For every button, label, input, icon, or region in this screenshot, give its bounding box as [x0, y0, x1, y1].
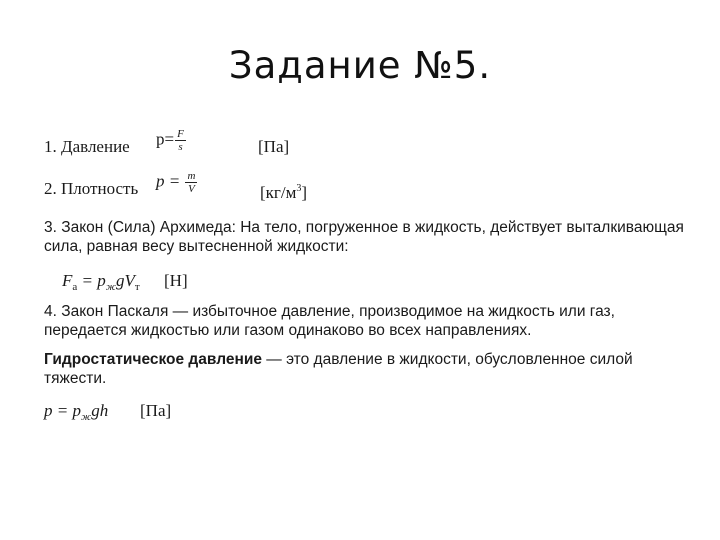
density-unit	[260, 178, 307, 203]
pressure-formula	[156, 128, 186, 153]
archimedes-formula-row	[44, 270, 684, 298]
formula-V-sub: т	[134, 281, 140, 293]
hydrostatic-term: Гидростатическое давление	[44, 351, 262, 368]
density-formula	[156, 170, 197, 195]
hydrostatic-definition: — это давление в жидкости, обусловленное силой тяжести.	[44, 351, 633, 387]
formula-gV: gV	[116, 271, 135, 290]
hydro-sub: ж	[80, 411, 92, 423]
pressure-unit: [Па]	[258, 137, 290, 156]
hydrostatic-formula	[44, 400, 108, 428]
slide-content	[44, 128, 684, 428]
hydro-rhs: gh	[91, 401, 109, 420]
density-lhs: p =	[156, 171, 181, 191]
density-formula-row	[44, 170, 684, 208]
formula-eq: = p	[77, 271, 106, 290]
density-unit-close: ]	[301, 183, 308, 202]
hydro-lhs: p = p	[44, 401, 81, 420]
fraction-numerator: F	[177, 128, 184, 140]
density-unit-main: [кг/м	[260, 183, 297, 202]
formula-F: F	[62, 271, 73, 290]
fraction-denominator: s	[178, 141, 183, 153]
pascal-text: 4. Закон Паскаля — избыточное давление, производимое на жидкость или газ, передается жидкостью или газом одинаково во всех направлениях.	[44, 303, 615, 339]
slide-title: Задание №5.	[228, 44, 492, 87]
density-label: 2. Плотность	[44, 179, 139, 198]
archimedes-formula	[62, 270, 140, 298]
pressure-formula-row	[44, 128, 684, 166]
archimedes-text: 3. Закон (Сила) Архимеда: На тело, погруженное в жидкость, действует выталкивающая сила, равная весу вытесненной жидкости:	[44, 219, 684, 255]
hydrostatic-formula-row	[44, 400, 684, 428]
hydrostatic-unit: [Па]	[140, 401, 172, 420]
formula-F-sub: а	[72, 281, 78, 293]
formula-p-sub: ж	[105, 281, 116, 293]
density-fraction	[185, 170, 197, 195]
pressure-lhs: p=	[156, 129, 175, 149]
pressure-label: 1. Давление	[44, 137, 130, 156]
density-unit-exponent: 3	[296, 183, 302, 194]
fraction-numerator: m	[187, 170, 196, 182]
archimedes-unit: [Н]	[164, 271, 188, 290]
fraction-denominator: V	[188, 183, 195, 195]
hydrostatic-text	[44, 350, 684, 388]
pressure-fraction	[175, 128, 186, 153]
